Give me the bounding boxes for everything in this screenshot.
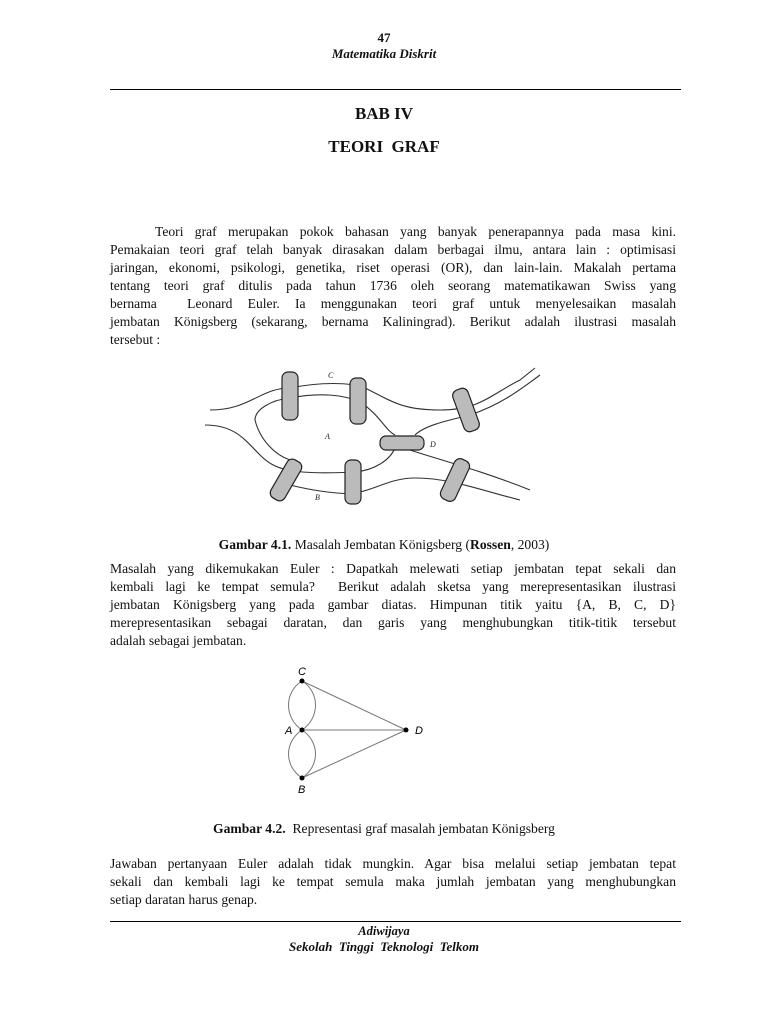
edge-ab-2 [302,730,316,778]
edge-ac-2 [302,681,316,730]
node-label-c: C [298,666,306,678]
konigsberg-graph [270,660,440,800]
text-line: Pemakaian teori graf telah banyak dirasakan dalam berbagai ilmu, antara lain : optimisasi [110,242,676,257]
region-label-d: D [430,440,436,449]
figure-1-caption [0,537,768,553]
text-line: tersebut : [110,332,161,347]
caption-label: Gambar 4.1. [218,537,292,552]
running-title: Matematika Diskrit [331,46,437,61]
region-label-a: A [325,432,330,441]
caption-text: Masalah Jembatan Königsberg ( [291,537,471,552]
footer-institution: Sekolah Tinggi Teknologi Telkom [289,939,479,954]
edge-ab-1 [289,730,303,778]
text-line: Teori graf merupakan pokok bahasan yang banyak penerapannya pada masa kini. [155,224,676,239]
node-label-d: D [415,725,423,737]
caption-year: , 2003) [510,537,550,552]
text-line: merepresentasikan sebagai daratan, dan garis yang menghubungkan titik-titik tersebut [110,615,676,630]
footer-author: Adiwijaya [358,924,410,938]
region-label-c: C [328,371,334,380]
text-line: jembatan Königsberg yang pada gambar diatas. Himpunan titik yaitu {A, B, C, D} [110,597,676,612]
node-label-a: A [285,725,293,737]
text-line: tentang teori graf ditulis pada tahun 1736 oleh seorang matematikawan Swiss yang [110,278,676,293]
text-line: sekali dan kembali lagi ke tempat semula maka jumlah jembatan yang menghubungkan [110,874,676,889]
edge-cd [302,681,406,730]
edge-bd [302,730,406,778]
text-line: Jawaban pertanyaan Euler adalah tidak mungkin. Agar bisa melalui setiap jembatan tepat [110,856,676,871]
text-line: setiap daratan harus genap. [110,892,258,907]
edge-ac-1 [289,681,303,730]
footer-rule [110,921,681,922]
node-b [300,776,305,781]
caption-author: Rossen [470,537,511,552]
text-line: adalah sebagai jembatan. [110,633,247,648]
node-a [300,728,305,733]
text-line: bernama Leonard Euler. Ia menggunakan teori graf untuk menyelesaikan masalah [110,296,676,311]
header-rule [110,89,681,90]
chapter-number: BAB IV [354,104,414,123]
chapter-title: TEORI GRAF [328,137,440,156]
text-line: Masalah yang dikemukakan Euler : Dapatkah melewati setiap jembatan tepat sekali dan [110,561,676,576]
text-line: jaringan, ekonomi, psikologi, genetika, riset operasi (OR), dan lain-lain. Makalah pertama [110,260,676,275]
region-label-b: B [315,493,320,502]
node-d [404,728,409,733]
text-line: kembali lagi ke tempat semula? Berikut adalah sketsa yang merepresentasikan ilustrasi [110,579,676,594]
caption-text: Representasi graf masalah jembatan Königsberg [285,821,555,836]
node-label-b: B [298,784,306,796]
konigsberg-bridges-illustration [190,360,550,510]
node-c [300,679,305,684]
caption-label: Gambar 4.2. [213,821,286,836]
figure-2-caption [0,821,768,837]
text-line: jembatan Königsberg (sekarang, bernama Kaliningrad). Berikut adalah ilustrasi masalah [110,314,676,329]
page-number: 47 [377,30,391,45]
